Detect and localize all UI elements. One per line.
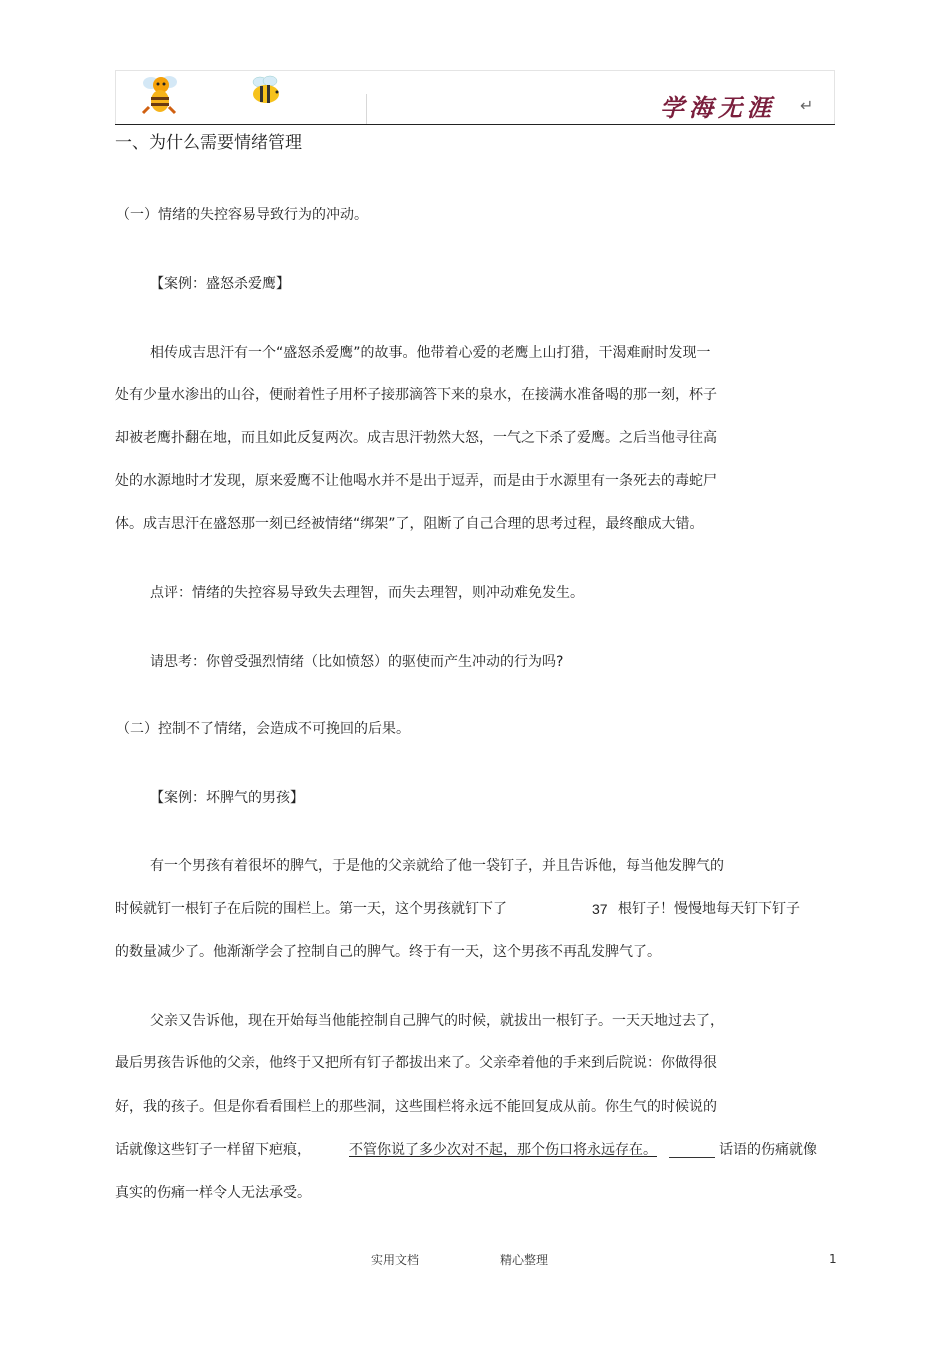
subheading-1: （一）情绪的失控容易导致行为的冲动。 — [116, 207, 368, 223]
section-title: 一、为什么需要情绪管理 — [115, 133, 302, 153]
comment: 点评：情绪的失控容易导致失去理智，而失去理智，则冲动难免发生。 — [150, 585, 584, 601]
case2-line: 话就像这些钉子一样留下疤痕， — [115, 1142, 311, 1158]
underline-blank — [669, 1157, 715, 1158]
small-bee-icon — [246, 74, 286, 106]
brand-title: 学海无涯 — [660, 93, 776, 122]
header-divider — [366, 94, 367, 124]
case2-line: 好，我的孩子。但是你看看围栏上的那些洞，这些围栏将永远不能回复成从前。你生气的时候说的 — [115, 1099, 717, 1115]
case2-line: 的数量减少了。他渐渐学会了控制自己的脾气。终于有一天，这个男孩不再乱发脾气了。 — [115, 944, 661, 960]
header-rule — [115, 124, 835, 125]
case2-line: 父亲又告诉他，现在开始每当他能控制自己脾气的时候，就拔出一根钉子。一天天地过去了， — [150, 1013, 724, 1029]
question: 请思考：你曾受强烈情绪（比如愤怒）的驱使而产生冲动的行为吗? — [150, 654, 564, 670]
return-mark: ↵ — [800, 96, 814, 115]
case1-line: 体。成吉思汗在盛怒那一刻已经被情绪“绑架”了，阻断了自己合理的思考过程，最终酿成大错。 — [115, 516, 704, 532]
footer-left: 实用文档 — [371, 1253, 420, 1267]
case2-line: 有一个男孩有着很坏的脾气，于是他的父亲就给了他一袋钉子，并且告诉他，每当他发脾气的 — [150, 858, 724, 874]
case1-title: 【案例：盛怒杀爱鹰】 — [150, 276, 290, 292]
case2-line: 最后男孩告诉他的父亲，他终于又把所有钉子都拔出来了。父亲牵着他的手来到后院说：你做得很 — [115, 1055, 717, 1071]
page-number: 1 — [829, 1252, 837, 1266]
case2-line: 真实的伤痛一样令人无法承受。 — [115, 1185, 311, 1201]
case2-title: 【案例：坏脾气的男孩】 — [150, 790, 304, 806]
case2-line: 时候就钉一根钉子在后院的围栏上。第一天，这个男孩就钉下了 — [115, 901, 507, 917]
case1-line: 相传成吉思汗有一个“盛怒杀爱鹰”的故事。他带着心爱的老鹰上山打猎，干渴难耐时发现一 — [150, 345, 711, 361]
underlined-sentence: 不管你说了多少次对不起，那个伤口将永远存在。 — [349, 1142, 657, 1158]
case1-line: 处有少量水渗出的山谷，便耐着性子用杯子接那滴答下来的泉水，在接满水准备喝的那一刻，杯子 — [115, 387, 717, 403]
case1-line: 却被老鹰扑翻在地，而且如此反复两次。成吉思汗勃然大怒，一气之下杀了爱鹰。之后当他寻往高 — [115, 430, 717, 446]
footer-middle: 精心整理 — [500, 1253, 549, 1267]
case2-line: 话语的伤痛就像 — [719, 1142, 817, 1158]
bee-logo-icon — [137, 71, 183, 115]
subheading-2: （二）控制不了情绪，会造成不可挽回的后果。 — [116, 721, 410, 737]
case2-line: 根钉子！慢慢地每天钉下钉子 — [618, 901, 800, 917]
case1-line: 处的水源地时才发现，原来爱鹰不让他喝水并不是出于逗弄，而是由于水源里有一条死去的毒蛇尸 — [115, 473, 717, 489]
nail-count: 37 — [592, 901, 608, 917]
